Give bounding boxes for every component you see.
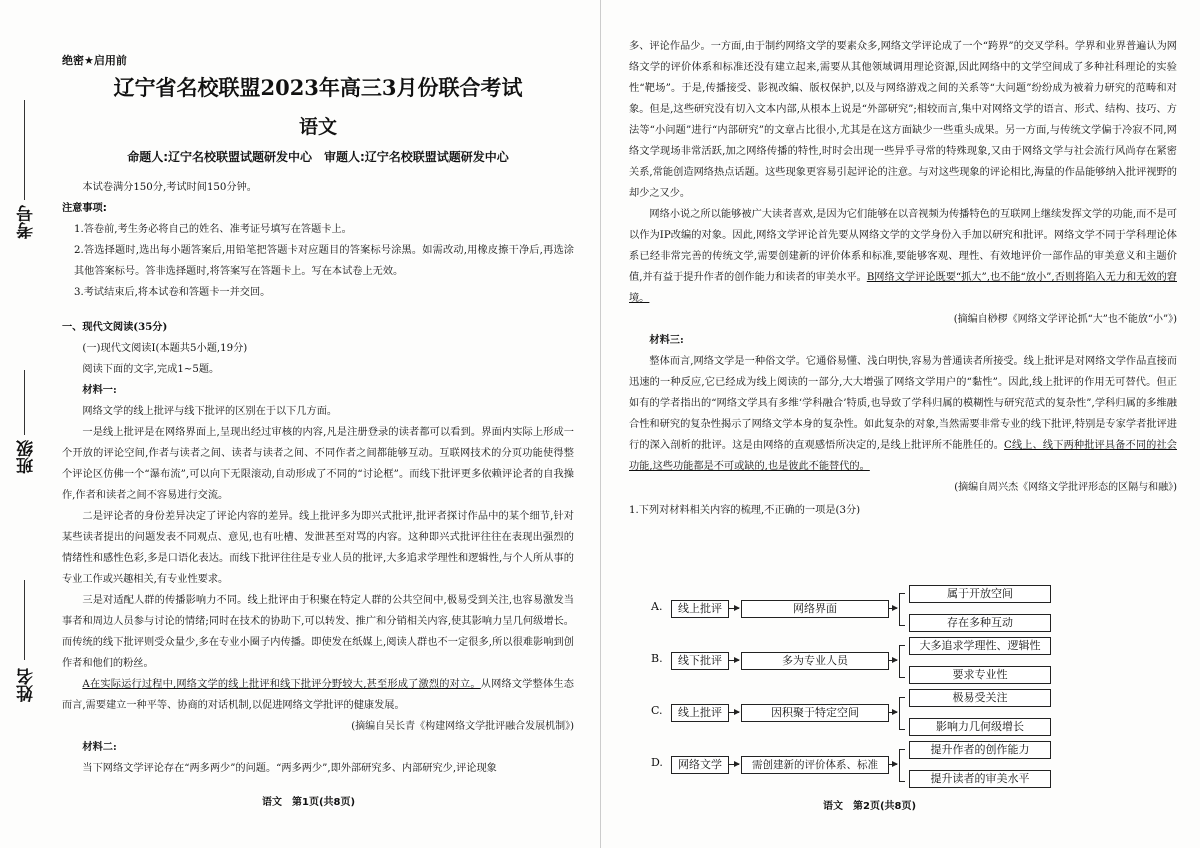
option-letter: C.	[651, 704, 663, 717]
diagram-option-d[interactable]	[651, 740, 1151, 788]
diagram-option-a[interactable]	[651, 584, 1151, 632]
diagram-root: 线下批评	[671, 652, 729, 670]
material-1-p1: 网络文学的线上批评与线下批评的区别在于以下几方面。	[82, 406, 338, 417]
diagram-leaf: 存在多种互动	[909, 614, 1051, 632]
option-letter: B.	[651, 652, 663, 665]
material-2-p2-text: 网络小说之所以能够被广大读者喜欢,是因为它们能够在以音视频为传播特色的互联网上继续发挥文学的功能,而不是可以作为IP改编的对象。因此,网络文学评论首先要从网络文学的文学身份入手加以研究和批评。网络文学不同于学科理论体系已经非常完善的传统文学,需要创建新的评价体系和标准,要能够客观、理性、有效地评价一部作品的审美意义和主题价值,并有益于提升作者的创作能力和读者的审美水平。	[629, 209, 1177, 283]
binding-line	[24, 580, 25, 660]
diagram-connector	[889, 660, 897, 661]
diagram-connector	[889, 712, 897, 713]
binding-line	[24, 100, 25, 200]
exam-title: 辽宁省名校联盟2023年高三3月份联合考试	[113, 75, 523, 100]
diagram-arrow	[729, 712, 739, 713]
secret-mark: 绝密★启用前	[62, 54, 127, 67]
diagram-option-c[interactable]	[651, 688, 1151, 736]
binding-label-kaohao: 考号	[17, 205, 37, 239]
material-2-p1-start: 当下网络文学评论存在“两多两少”的问题。“两多两少”,即外部研究多、内部研究少,评论现象	[82, 763, 497, 774]
diagram-connector	[889, 764, 897, 765]
statement-b-underlined: B网络文学评论既要“抓大”,也不能“放小”,否则将陷入无力和无效的窘境。	[629, 272, 1177, 304]
material-2-label: 材料二:	[82, 741, 117, 753]
diagram-leaf: 提升作者的创作能力	[909, 741, 1051, 759]
statement-a-underlined: A在实际运行过程中,网络文学的线上批评和线下批评分野较大,甚至形成了激烈的对立。	[82, 679, 481, 690]
material-3-source: (摘编自周兴杰《网络文学批评形态的区隔与和融》)	[954, 482, 1177, 493]
material-2-p2	[629, 204, 1177, 309]
diagram-leaf: 大多追求学理性、逻辑性	[909, 637, 1051, 655]
diagram-brace	[899, 593, 905, 626]
page-1-footer: 语文 第1页(共8页)	[262, 797, 356, 808]
binding-line	[24, 370, 25, 435]
binding-label-xingming: 姓名	[17, 668, 37, 702]
page-2	[600, 0, 1200, 848]
diagram-arrow	[729, 660, 739, 661]
material-1-p4: 三是对适配人群的传播影响力不同。线上批评由于积聚在特定人群的公共空间中,极易受到关注,也容易激发当事者和周边人员参与讨论的情绪;同时在技术的协助下,可以转发、推广和分销相关内容,使其影响力呈几何级增长。而传统的线下批评则受众量少,多在专业小圈子内传播。即使发在纸媒上,阅读人群也不一定很多,所以很难影响到创作者和他们的粉丝。	[62, 595, 574, 669]
diagram-connector	[889, 608, 897, 609]
diagram-leaf: 极易受关注	[909, 689, 1051, 707]
diagram-mid: 网络界面	[741, 600, 889, 618]
material-3-p1	[629, 351, 1177, 477]
page-1-content	[62, 52, 574, 779]
option-letter: D.	[651, 756, 663, 769]
diagram-mid: 需创建新的评价体系、标准	[741, 756, 889, 774]
diagram-mid: 多为专业人员	[741, 652, 889, 670]
material-1-label: 材料一:	[82, 384, 117, 396]
statement-c-underlined: C线上、线下两种批评具备不同的社会功能,这些功能都是不可或缺的,也是彼此不能替代的。	[629, 440, 1177, 472]
material-1-p3: 二是评论者的身份差异决定了评论内容的差异。线上批评多为即兴式批评,批评者探讨作品中的某个细节,针对某些读者提出的问题发表不同观点、意见,也有吐槽、发泄甚至对骂的内容。这种即兴式批评往往在表现出强烈的情绪性和感性色彩,多是口语化表达。而线下批评往往是专业人员的批评,大多追求学理性和逻辑性,与个人所从事的专业工作或兴趣相关,有专业性要求。	[62, 511, 574, 585]
material-2-source: (摘编自桫椤《网络文学评论抓“大”也不能放“小”》)	[953, 314, 1177, 325]
author-line: 命题人:辽宁名校联盟试题研发中心 审题人:辽宁名校联盟试题研发中心	[127, 150, 509, 164]
material-1-p2: 一是线上批评是在网络界面上,呈现出经过审核的内容,凡是注册登录的读者都可以看到。界面内实际上形成一个开放的评论空间,作者与读者之间、读者与读者之间、不同作者之间都能够互动。互联网技术的分页功能使得整个评论区仿佛一个“瀑布流”,可以向下无限滚动,自动形成了不同的“讨论框”。而线下批评更多依赖评论者的自我操作,作者和读者之间不容易进行交流。	[62, 427, 574, 501]
material-1-source: (摘编自吴长青《构建网络文学批评融合发展机制》)	[351, 721, 574, 732]
diagram-arrow	[729, 764, 739, 765]
note-1: 1.答卷前,考生务必将自己的姓名、准考证号填写在答题卡上。	[74, 224, 352, 235]
diagram-brace	[899, 645, 905, 678]
question-1: 1.下列对材料相关内容的梳理,不正确的一项是(3分)	[629, 505, 861, 516]
diagram-leaf: 要求专业性	[909, 666, 1051, 684]
page-2-footer: 语文 第2页(共8页)	[823, 801, 917, 812]
note-2: 2.答选择题时,选出每小题答案后,用铅笔把答题卡对应题目的答案标号涂黑。如需改动,用橡皮擦干净后,再选涂其他答案标号。答非选择题时,将答案写在答题卡上。写在本试卷上无效。	[74, 245, 574, 277]
diagram-brace	[899, 749, 905, 782]
diagram-root: 网络文学	[671, 756, 729, 774]
material-2-continued: 多、评论作品少。一方面,由于制约网络文学的要素众多,网络文学评论成了一个“跨界”的交叉学科。学界和业界普遍认为网络文学的评价体系和标准还没有建立起来,需要从其他领域调用理论资源,因此网络中的文学空间成了多种社科理论的实验性“靶场”。于是,传播接受、影视改编、版权保护,以及与网络游戏之间的关系等“大问题”纷纷成为被着力研究的范畴和对象。但是,这些研究没有切入文本内部,从根本上说是“外部研究”;相较而言,集中对网络文学的语言、形式、结构、技巧、方法等“小问题”进行“内部研究”的文章占比很小,尤其是在这方面缺少一些重头成果。另一方面,与传统文学偏于冷寂不同,网络文学现场非常活跃,加之网络传播的特性,时时会出现一些异乎寻常的特殊现象,又由于网络文学与社会流行风尚存在紧密关系,常能创造网络热点话题。这些现象更容易引起评论的注意。与对这些现象的评论相比,海量的作品能够纳入批评视野的却少之又少。	[629, 41, 1177, 199]
material-1-p5-rest: 从网络文学整体生态而言,需要建立一种平等、协商的对话机制,以促进网络文学批评的健康发展。	[62, 679, 574, 711]
diagram-root: 线上批评	[671, 704, 729, 722]
option-letter: A.	[651, 600, 663, 613]
binding-label-banji: 班级	[17, 440, 37, 474]
diagram-arrow	[729, 608, 739, 609]
diagram-mid: 因积聚于特定空间	[741, 704, 889, 722]
note-3: 3.考试结束后,将本试卷和答题卡一并交回。	[74, 287, 271, 298]
subsection-title: (一)现代文阅读Ⅰ(本题共5小题,19分)	[82, 343, 248, 354]
material-3-label: 材料三:	[649, 334, 684, 346]
notes-title: 注意事项:	[62, 203, 107, 214]
section-title: 一、现代文阅读(35分)	[62, 321, 168, 333]
diagram-leaf: 影响力几何级增长	[909, 718, 1051, 736]
page-2-content	[629, 36, 1177, 521]
diagram-root: 线上批评	[671, 600, 729, 618]
instruction: 阅读下面的文字,完成1~5题。	[82, 364, 220, 375]
subject-title: 语文	[298, 116, 337, 138]
diagram-leaf: 属于开放空间	[909, 585, 1051, 603]
diagram-leaf: 提升读者的审美水平	[909, 770, 1051, 788]
material-3-p1-text: 整体而言,网络文学是一种俗文学。它通俗易懂、浅白明快,容易为普通读者所接受。线上批评是对网络文学作品直接而迅速的一种反应,它已经成为线上阅读的一部分,大大增强了网络文学用户的“黏性”。因此,线上批评的作用无可替代。但正如有的学者指出的“网络文学具有多维‘学科融合’特质,也导致了学科归属的模糊性与研究范式的复杂性”,学科归属的多维融合性和研究的复杂性揭示了网络文学本身的复杂性。如此复杂的对象,当然需要非常专业的线下批评,特别是专家学者批评进行的深入剖析的批评。这是由网络的直观感悟所决定的,是线上批评所不能胜任的。	[629, 356, 1177, 451]
exam-info: 本试卷满分150分,考试时间150分钟。	[82, 182, 257, 193]
diagram-brace	[899, 697, 905, 730]
material-1-p5	[62, 674, 574, 716]
diagram-option-b[interactable]	[651, 636, 1151, 684]
